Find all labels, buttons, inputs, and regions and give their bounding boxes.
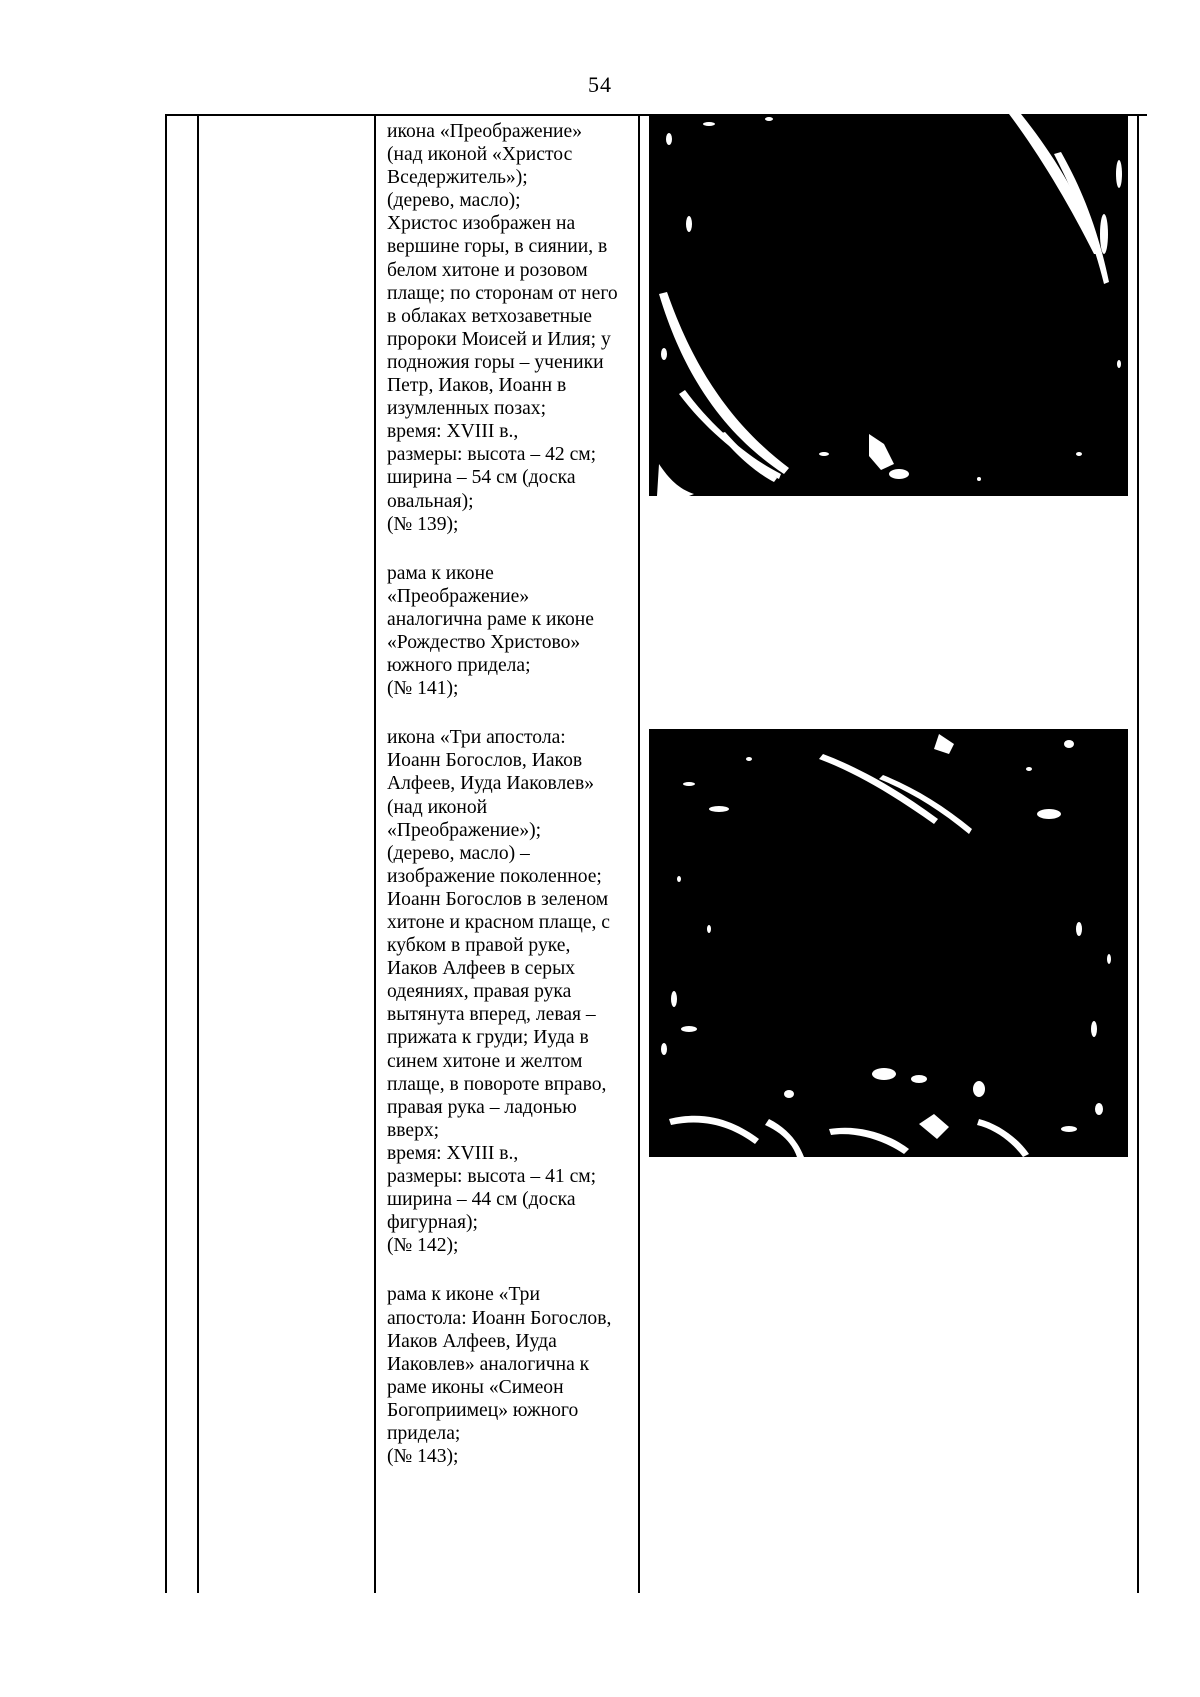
entry-text-line: правая рука – ладонью [387,1096,577,1118]
entry-text-line: ширина – 54 см (доска [387,467,576,489]
photo-icon-tri-apostola [649,729,1128,1157]
entry-text-line: икона «Три апостола: [387,727,566,749]
entry-text-line: Иаковлев» аналогична к [387,1353,590,1375]
entry-text-line: раме иконы «Симеон [387,1376,564,1398]
entry-icon-preobrazhenie [387,120,631,536]
entry-text-line: Иоанн Богослов, Иаков [387,750,583,772]
entry-text-line: вверх; [387,1119,440,1141]
entry-text-line: Иаков Алфеев, Иуда [387,1330,557,1352]
entry-text-line: южного придела; [387,655,531,677]
entry-text-line: пророки Моисей и Илия; у [387,328,611,350]
entry-text-line: аналогична раме к иконе [387,608,594,630]
entry-text-line: прижата к груди; Иуда в [387,1027,589,1049]
entry-text-line: (№ 139); [387,513,459,535]
entry-text-line: рама к иконе [387,562,494,584]
table-border-left [165,114,167,1593]
entry-icon-tri-apostola [387,726,631,1257]
entry-text-line: плаще, в повороте вправо, [387,1073,607,1095]
entry-text-line: рама к иконе «Три [387,1284,540,1306]
entry-text-line: изумленных позах; [387,398,547,420]
entry-text-line: подножия горы – ученики [387,351,604,373]
entry-text-line: (№ 142); [387,1235,459,1257]
entry-text-line: придела; [387,1422,461,1444]
entry-text-line: синем хитоне и желтом [387,1050,583,1072]
entry-text-line: (№ 143); [387,1446,459,1468]
entry-text-line: изображение поколенное; [387,865,602,887]
entry-text-line: время: XVIII в., [387,421,519,443]
entry-text-line: ширина – 44 см (доска [387,1189,576,1211]
entry-text-line: (над иконой «Христос [387,144,573,166]
entry-text-line: Алфеев, Иуда Иаковлев» [387,773,595,795]
entry-text-line: «Преображение» [387,585,530,607]
entry-text-line: апостола: Иоанн Богослов, [387,1307,612,1329]
photo-icon-preobrazhenie [649,114,1128,496]
table-column-divider-2 [374,114,376,1593]
entry-text-line: Христос изображен на [387,213,576,235]
entry-text-line: (№ 141); [387,678,459,700]
description-column [387,120,631,1494]
entry-text-line: Иоанн Богослов в зеленом [387,888,609,910]
entry-text-line: овальная); [387,490,474,512]
table-border-right [1137,114,1139,1593]
entry-text-line: икона «Преображение» [387,121,583,142]
entry-frame-preobrazhenie [387,562,631,701]
entry-text-line: хитоне и красном плаще, с [387,912,611,933]
entry-frame-tri-apostola [387,1283,631,1468]
entry-text-line: кубком в правой руке, [387,935,571,957]
entry-text-line: (над иконой [387,796,488,818]
table-column-divider-3 [638,114,640,1593]
page-number: 54 [588,72,612,97]
entry-text-line: размеры: высота – 42 см; [387,444,597,466]
photo-icon-preobrazhenie-image [649,114,1128,496]
entry-text-line: плаще; по сторонам от него [387,282,618,304]
entry-text-line: «Преображение»); [387,819,542,841]
entry-text-line: вытянута вперед, левая – [387,1004,596,1026]
entry-text-line: одеяниях, правая рука [387,981,572,1003]
entry-text-line: вершине горы, в сиянии, в [387,236,608,258]
table-column-divider-1 [197,114,199,1593]
entry-text-line: (дерево, масло); [387,190,521,212]
entry-text-line: (дерево, масло) – [387,842,530,864]
entry-text-line: фигурная); [387,1212,478,1234]
entry-text-line: в облаках ветхозаветные [387,305,592,327]
entry-text-line: Петр, Иаков, Иоанн в [387,375,567,397]
entry-text-line: «Рождество Христово» [387,631,581,653]
entry-text-line: белом хитоне и розовом [387,259,588,281]
entry-text-line: Вседержитель»); [387,167,528,189]
entry-text-line: время: XVIII в., [387,1142,519,1164]
photo-icon-tri-apostola-image [649,729,1128,1157]
entry-text-line: размеры: высота – 41 см; [387,1166,597,1188]
entry-text-line: Богоприимец» южного [387,1399,579,1421]
entry-text-line: Иаков Алфеев в серых [387,958,576,980]
